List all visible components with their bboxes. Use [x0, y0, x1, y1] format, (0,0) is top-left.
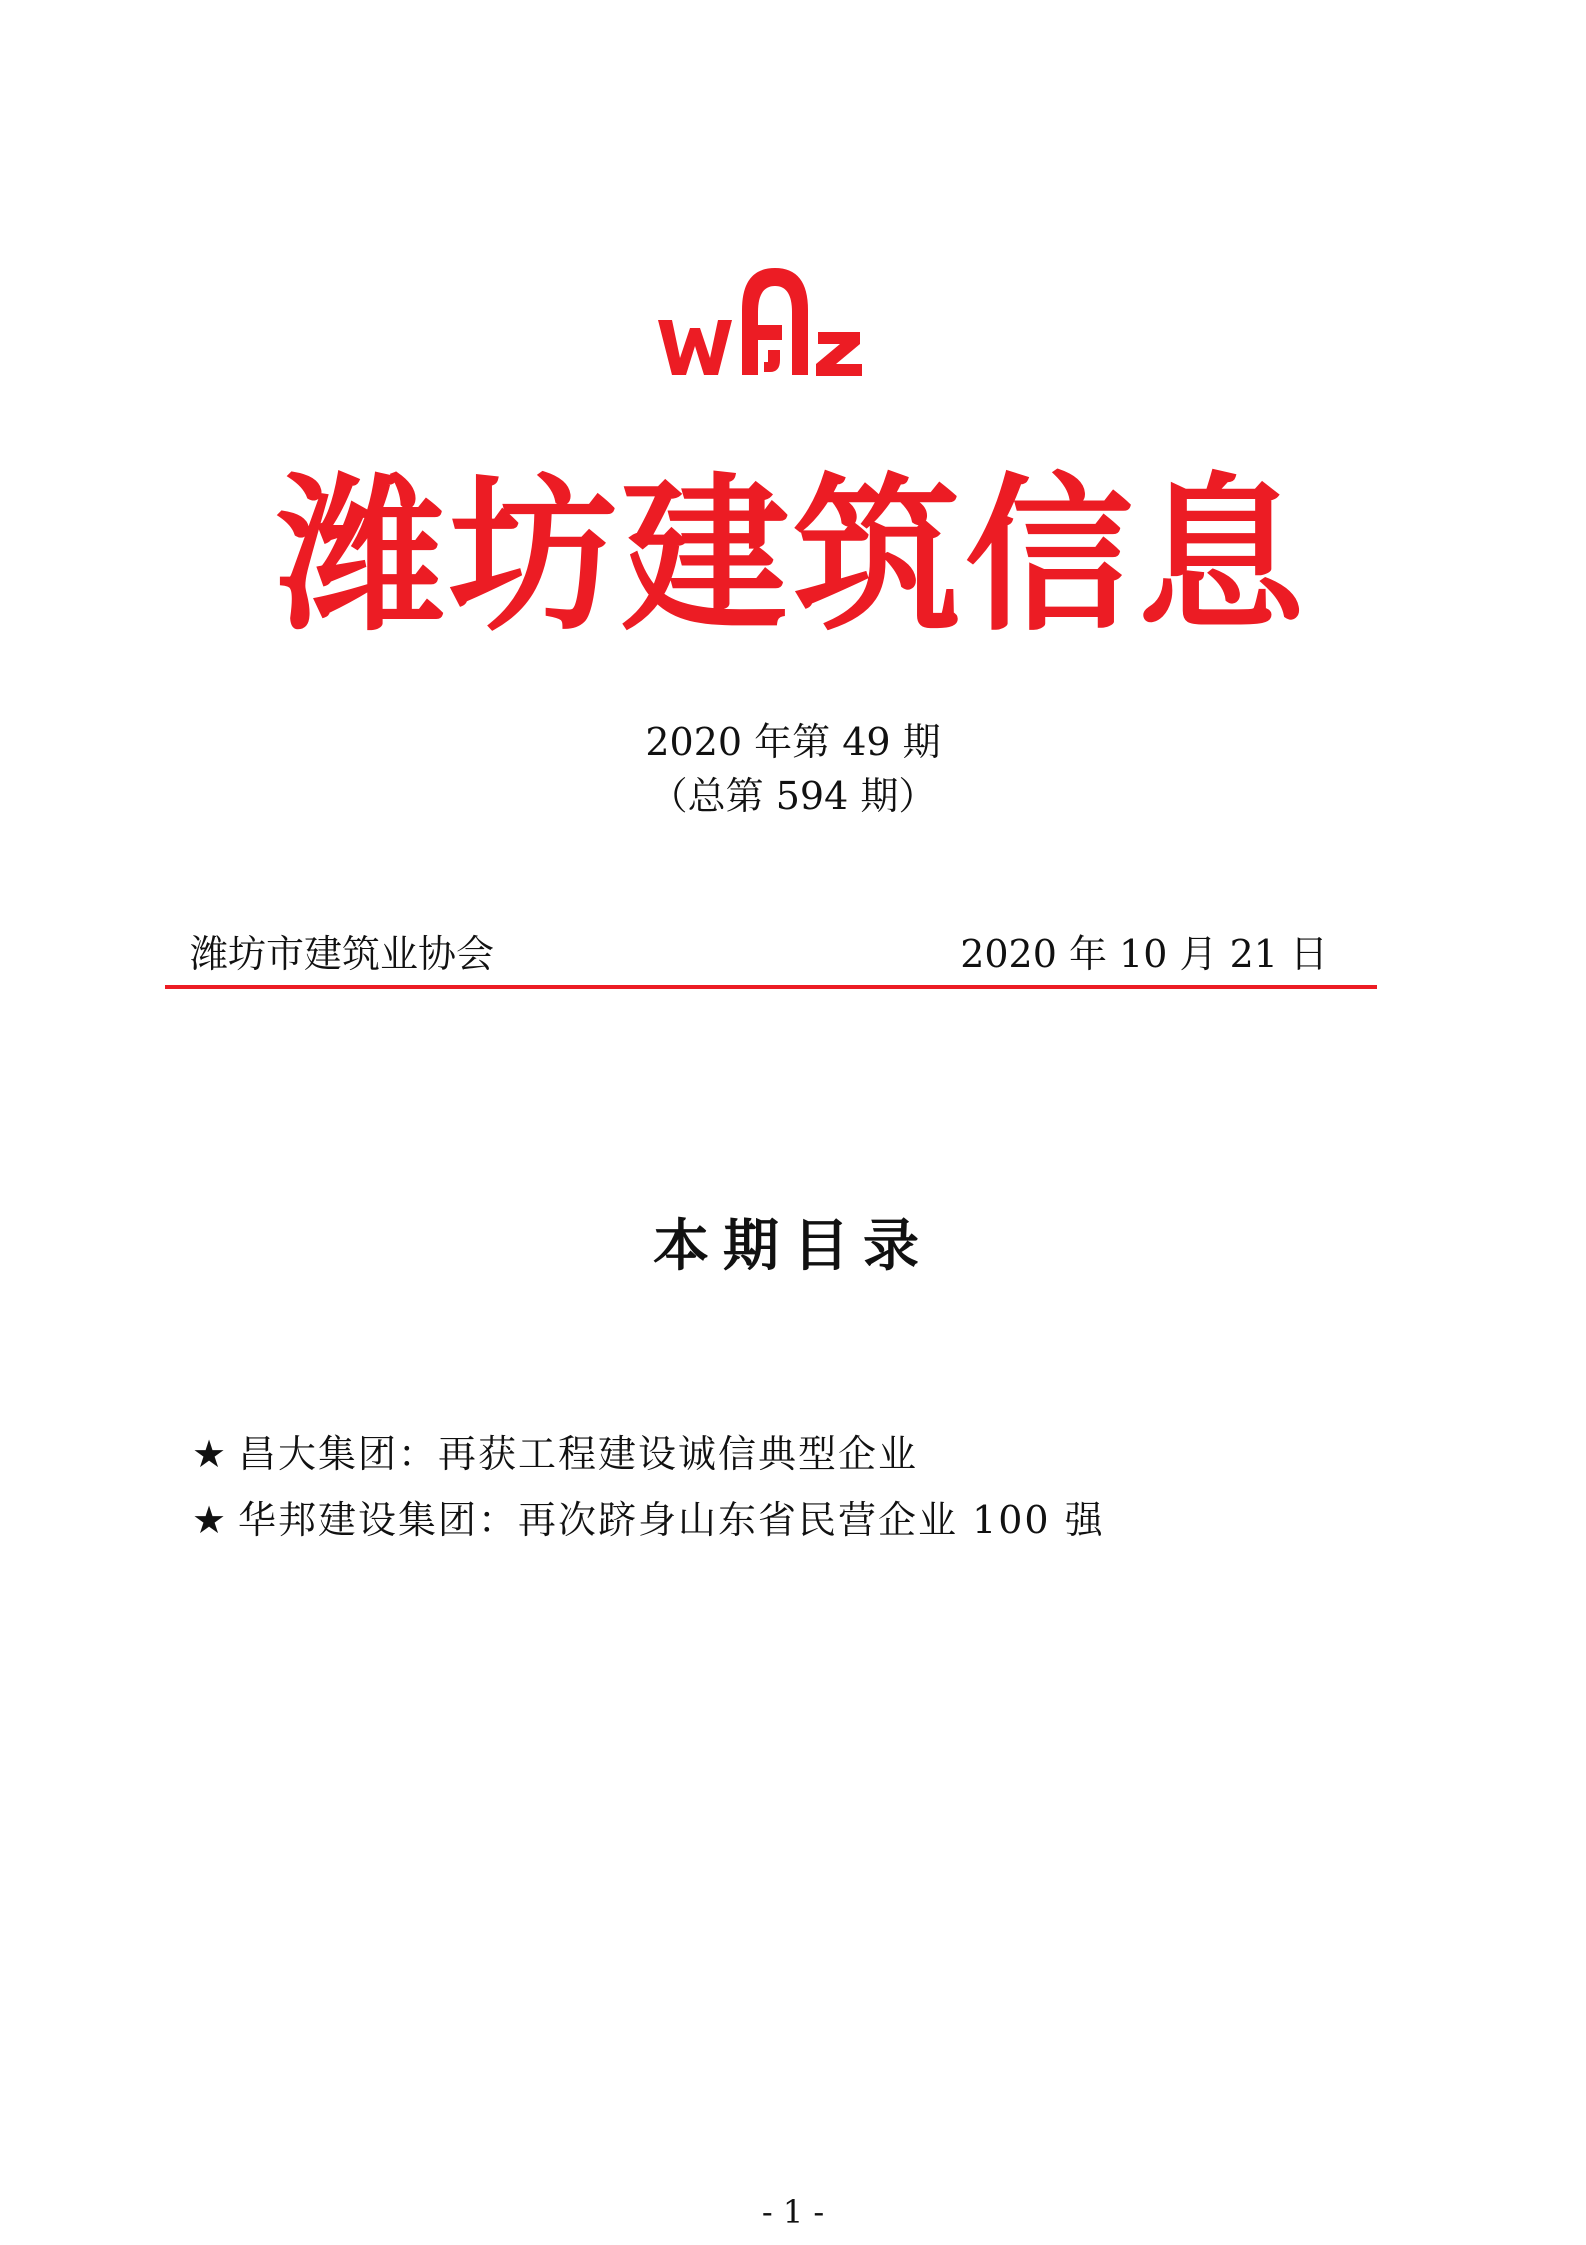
star-icon: ★ [192, 1432, 229, 1476]
header-divider [165, 985, 1377, 989]
page-number: - 1 - [761, 2193, 825, 2231]
star-icon: ★ [192, 1498, 229, 1542]
toc-item[interactable] [192, 1496, 1105, 1562]
toc-item-text: 华邦建设集团：再次跻身山东省民营企业 100 强 [238, 1498, 1105, 1542]
cumulative-issue-number: （总第 594 期） [649, 774, 937, 818]
publication-date: 2020 年 10 月 21 日 [960, 932, 1328, 976]
publication-title: 潍坊建筑信息 [277, 456, 1309, 654]
toc-item[interactable] [192, 1430, 1105, 1496]
issue-number: 2020 年第 49 期 [645, 720, 941, 764]
toc-item-text: 昌大集团：再获工程建设诚信典型企业 [238, 1432, 919, 1476]
toc-title: 本期目录 [653, 1213, 933, 1279]
publisher-name: 潍坊市建筑业协会 [190, 932, 495, 976]
publisher-logo [650, 250, 870, 390]
wfjz-logo-icon [650, 250, 870, 390]
toc-list [192, 1430, 1105, 1562]
